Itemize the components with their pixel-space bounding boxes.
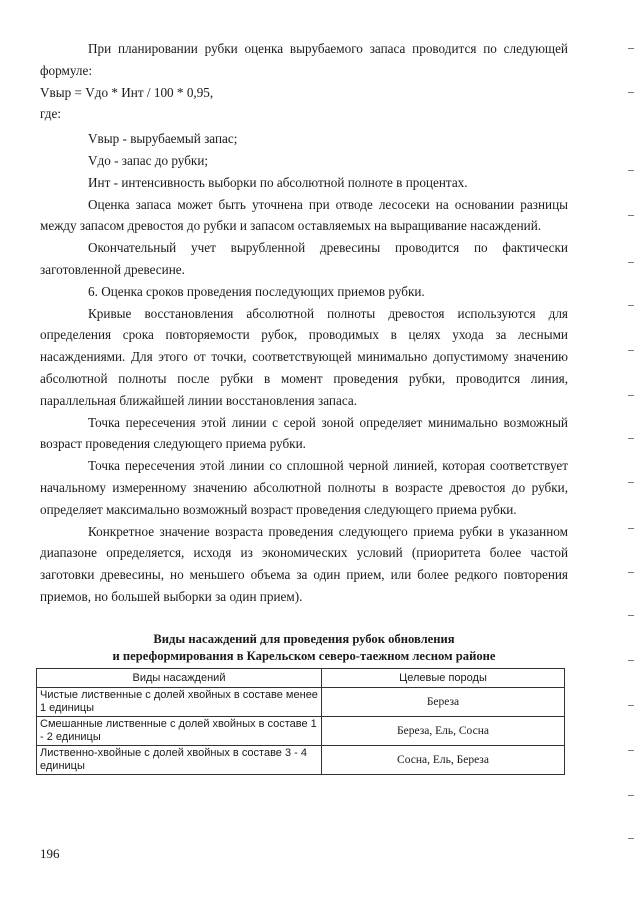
table-cell-target-species: Береза, Ель, Сосна	[322, 717, 565, 746]
table-cell-stand-type: Смешанные лиственные с долей хвойных в составе 1 - 2 единицы	[37, 717, 322, 746]
paragraph-min-age: Точка пересечения этой линии с серой зоной определяет минимально возможный возраст проведения следующего приема рубки.	[40, 414, 568, 452]
paragraph-max-age: Точка пересечения этой линии со сплошной черной линией, которая соответствует начальному измеренному значению абсолютной полноты в возрасте древостоя до рубки, определяет максимально возможный возраст проведения следующего приема рубки.	[40, 458, 568, 517]
definition-vdo: Vдо - запас до рубки;	[88, 152, 209, 168]
section-heading-6: 6. Оценка сроков проведения последующих приемов рубки.	[88, 283, 425, 299]
table-cell-stand-type: Чистые лиственные с долей хвойных в составе менее 1 единицы	[37, 688, 322, 717]
paragraph-estimate: Оценка запаса может быть уточнена при отводе лесосеки на основании разницы между запасом древостоя до рубки и запасом оставляемых на выращивание насаждений.	[40, 196, 568, 234]
table-row	[37, 746, 565, 775]
page-number: 196	[40, 846, 60, 861]
table-title-line2: и переформирования в Карельском северо-таежном лесном районе	[112, 649, 496, 663]
where-label: где:	[40, 106, 61, 122]
table-row	[37, 688, 565, 717]
table-row	[37, 717, 565, 746]
table-cell-target-species: Береза	[322, 688, 565, 717]
paragraph-curves: Кривые восстановления абсолютной полноты древостоя используются для определения срока повторяемости рубок, проводимых в целях ухода за лесными насаждениями. Для этого от точки, соответствующей минимально допустимому значению абсолютной полноты после рубки в момент проведения рубки, проводится линия, параллельная ближайшей линии восстановления запаса.	[40, 305, 568, 408]
definition-vvyr: Vвыр - вырубаемый запас;	[88, 131, 238, 147]
table-header-row	[37, 669, 565, 688]
definitions-list	[40, 128, 568, 193]
body-text-top	[40, 38, 568, 608]
table-header-stand-type: Виды насаждений	[37, 669, 322, 688]
scan-margin-marks	[626, 0, 634, 905]
table-cell-stand-type: Лиственно-хвойные с долей хвойных в составе 3 - 4 единицы	[37, 746, 322, 775]
paragraph-final-count: Окончательный учет вырубленной древесины проводится по фактически заготовленной древесине.	[40, 240, 568, 277]
stand-types-table	[36, 668, 565, 775]
table-header-target-species: Целевые породы	[322, 669, 565, 688]
paragraph-economic: Конкретное значение возраста проведения следующего приема рубки в указанном диапазоне определяется, исходя из экономических условий (приоритета более частой заготовки древесины, но меньшего объема за один прием, или более редкого повторения приемов, но большей выборки за один прием).	[40, 523, 568, 604]
formula: Vвыр = Vдо * Инт / 100 * 0,95,	[40, 84, 214, 100]
table-cell-target-species: Сосна, Ель, Береза	[322, 746, 565, 775]
definition-int: Инт - интенсивность выборки по абсолютной полноте в процентах.	[88, 174, 468, 190]
paragraph-formula-intro: При планировании рубки оценка вырубаемого запаса проводится по следующей формуле:	[40, 41, 568, 78]
table-title	[40, 631, 568, 665]
table-title-line1: Виды насаждений для проведения рубок обновления	[153, 632, 455, 646]
